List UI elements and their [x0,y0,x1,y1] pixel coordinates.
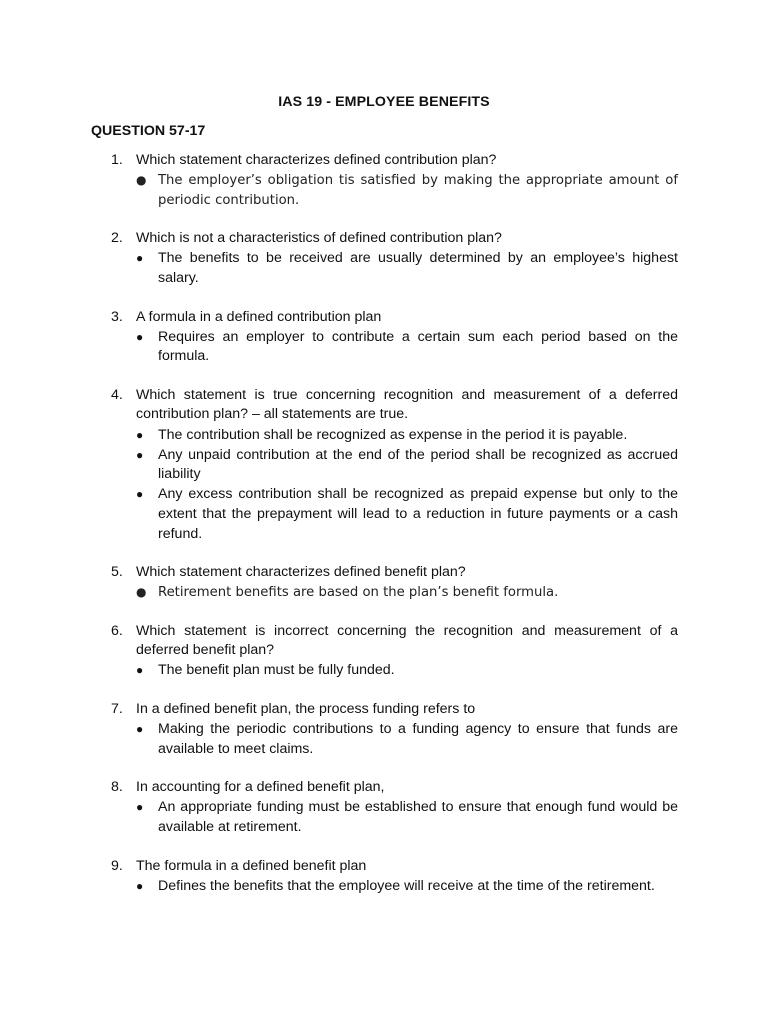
answer-list [0,426,768,545]
question-6 [0,622,768,681]
answer-text: Retirement benefits are based on the plan’s benefit formula. [158,585,559,601]
question-text: Which statement is incorrect concerning the recognition and measurement of a deferred benefit plan? [136,622,678,659]
answer-list [0,798,768,837]
answer-list [0,583,768,603]
question-4 [0,386,768,544]
question-8 [0,778,768,837]
bullet-icon: ● [136,878,144,893]
answer-text: The benefits to be received are usually determined by an employee’s highest salary. [158,250,678,286]
answer-item [136,426,678,446]
answer-list [0,720,768,759]
question-9 [0,857,768,897]
answer-list [0,661,768,681]
answer-list [0,328,768,367]
question-text: Which is not a characteristics of defined contribution plan? [136,230,502,247]
question-number: 7. [111,701,123,718]
answer-text: Requires an employer to contribute a certain sum each period based on the formula. [158,328,678,365]
answer-text: Making the periodic contributions to a funding agency to ensure that funds are available to meet claims. [158,721,678,757]
bullet-icon: ● [136,447,144,462]
answer-text: An appropriate funding must be established to ensure that enough fund would be available at retirement. [158,799,678,836]
answer-text: The contribution shall be recognized as expense in the period it is payable. [158,426,628,443]
bullet-icon: ● [136,173,147,188]
question-7 [0,700,768,759]
bullet-icon: ● [136,722,144,737]
question-number: 6. [111,622,123,639]
question-number: 1. [111,152,123,168]
bullet-icon: ● [136,800,144,815]
answer-item [136,249,678,288]
page-title: IAS 19 - EMPLOYEE BENEFITS [278,94,490,110]
answer-item [136,583,678,603]
question-text: In accounting for a defined benefit plan, [136,779,385,796]
question-number: 5. [111,564,123,581]
bullet-icon: ● [136,427,144,442]
answer-item [136,485,678,544]
question-set-heading: QUESTION 57-17 [91,123,206,139]
question-number: 8. [111,779,123,796]
answer-item [136,877,678,897]
answer-item [136,720,678,759]
answer-list [0,171,768,210]
question-text: Which statement is true concerning recognition and measurement of a deferred contribution plan? – all statements are true. [136,386,678,423]
answer-text: The benefit plan must be fully funded. [158,662,395,679]
question-text: The formula in a defined benefit plan [136,857,367,874]
answer-text: Defines the benefits that the employee will receive at the time of the retirement. [158,877,655,894]
bullet-icon: ● [136,585,147,600]
answer-text: Any unpaid contribution at the end of the period shall be recognized as accrued liability [158,446,678,483]
bullet-icon: ● [136,251,144,266]
answer-text: The employer’s obligation tis satisfied by making the appropriate amount of periodic contribution. [158,173,678,208]
bullet-icon: ● [136,329,144,344]
question-text: Which statement characterizes defined contribution plan? [136,152,497,168]
question-5 [0,563,768,603]
question-number: 3. [111,308,123,325]
question-number: 9. [111,857,123,874]
answer-item [136,446,678,485]
question-text: In a defined benefit plan, the process funding refers to [136,701,476,718]
answer-item [136,661,678,681]
question-2 [0,229,768,288]
bullet-icon: ● [136,663,144,678]
question-number: 2. [111,230,123,247]
answer-list [0,249,768,288]
question-text: Which statement characterizes defined benefit plan? [136,564,466,581]
question-list [0,151,768,915]
question-3 [0,308,768,367]
question-text: A formula in a defined contribution plan [136,308,382,325]
bullet-icon: ● [136,487,144,502]
answer-item [136,328,678,367]
answer-item [136,798,678,837]
question-number: 4. [111,386,123,403]
question-1 [0,151,768,210]
answer-list [0,877,768,897]
answer-item [136,171,678,210]
answer-text: Any excess contribution shall be recognized as prepaid expense but only to the extent that the prepayment will lead to a reduction in future payments or a cash refund. [158,486,678,542]
